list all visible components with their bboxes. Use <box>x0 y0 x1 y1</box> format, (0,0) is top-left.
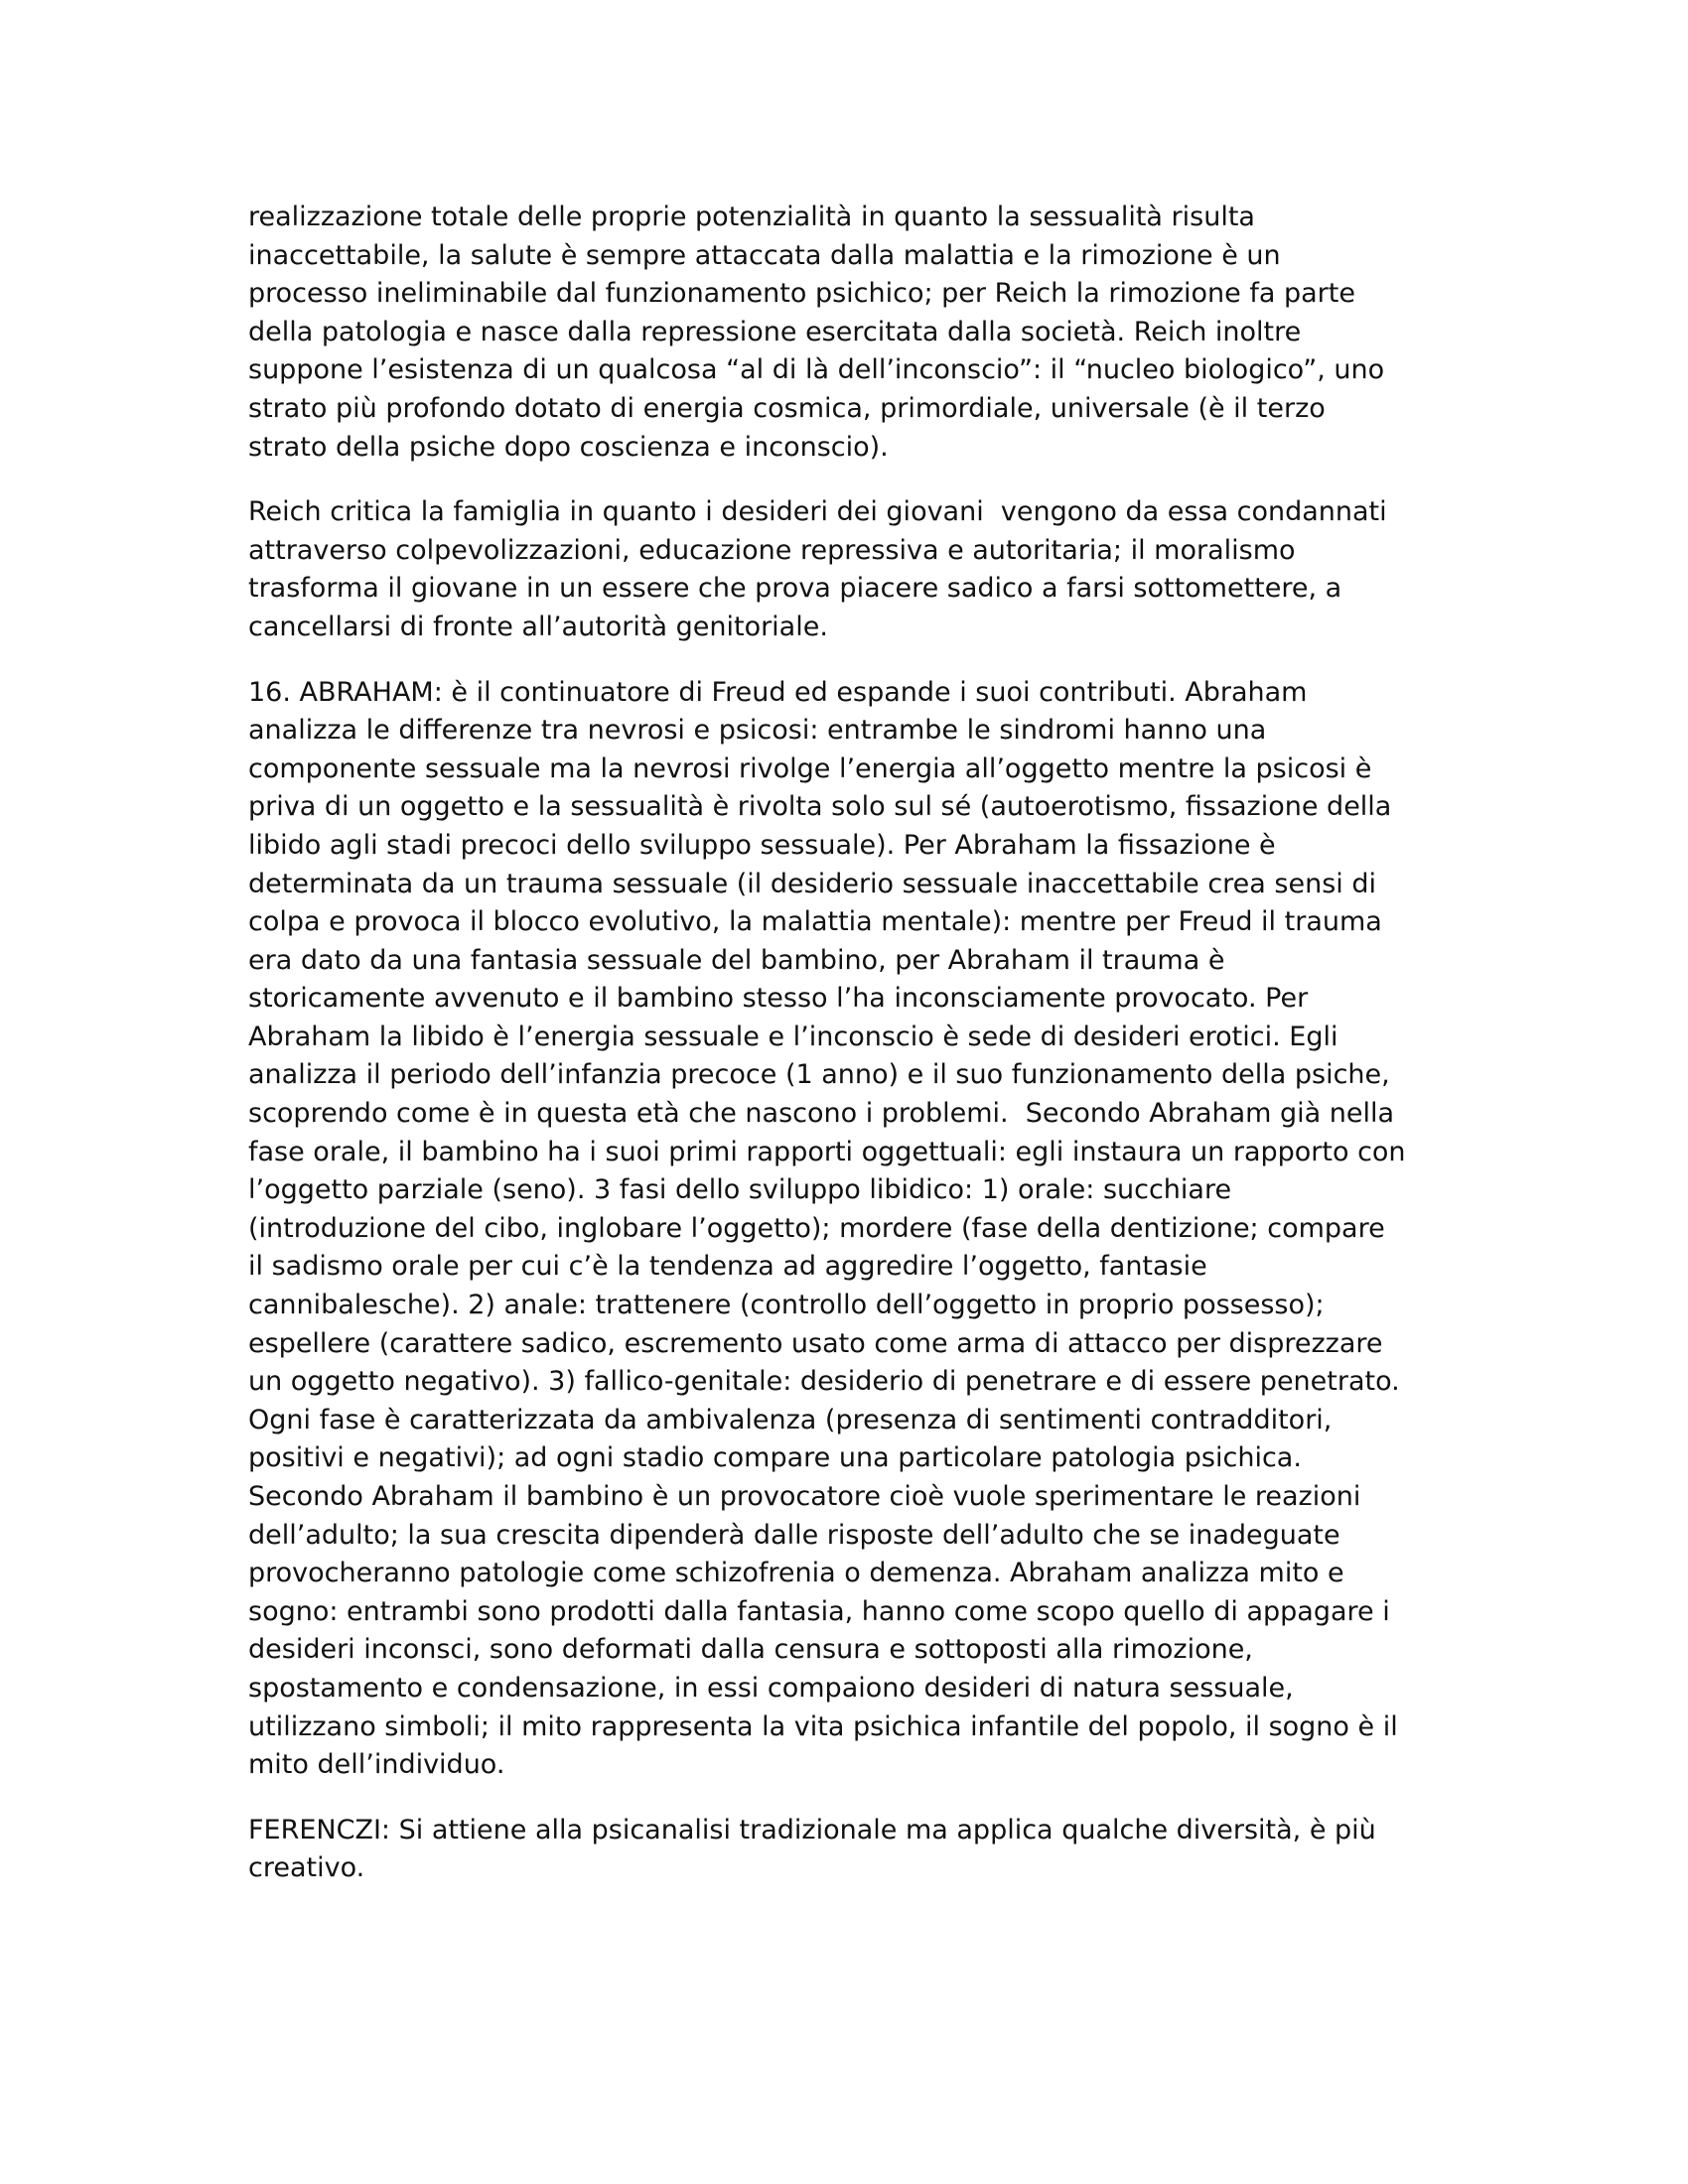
paragraph-reich-famiglia <box>248 493 1440 646</box>
text-line: attraverso colpevolizzazioni, educazione repressiva e autoritaria; il moralismo <box>248 534 1296 566</box>
text-line: spostamento e condensazione, in essi compaiono desideri di natura sessuale, <box>248 1672 1294 1704</box>
text-line: cannibalesche). 2) anale: trattenere (controllo dell’oggetto in proprio possesso); <box>248 1290 1325 1321</box>
text-line: realizzazione totale delle proprie potenzialità in quanto la sessualità risulta <box>248 202 1255 232</box>
text-line: (introduzione del cibo, inglobare l’oggetto); mordere (fase della dentizione; compare <box>248 1212 1385 1244</box>
text-line: strato della psiche dopo coscienza e inconscio). <box>248 431 889 463</box>
text-line: inaccettabile, la salute è sempre attaccata dalla malattia e la rimozione è un <box>248 239 1281 271</box>
text-line: storicamente avvenuto e il bambino stesso l’ha inconsciamente provocato. Per <box>248 983 1309 1015</box>
text-line: strato più profondo dotato di energia cosmica, primordiale, universale (è il terzo <box>248 392 1326 424</box>
text-line: cancellarsi di fronte all’autorità genitoriale. <box>248 611 828 642</box>
text-line: sogno: entrambi sono prodotti dalla fantasia, hanno come scopo quello di appagare i <box>248 1595 1390 1627</box>
text-line: della patologia e nasce dalla repressione esercitata dalla società. Reich inoltre <box>248 316 1302 347</box>
text-line: creativo. <box>248 1852 365 1884</box>
text-line: Reich critica la famiglia in quanto i desideri dei giovani vengono da essa condannati <box>248 496 1387 528</box>
text-line: Abraham la libido è l’energia sessuale e l’inconscio è sede di desideri erotici. Egli <box>248 1021 1338 1052</box>
text-line: analizza il periodo dell’infanzia precoce (1 anno) e il suo funzionamento della psiche, <box>248 1059 1390 1091</box>
text-line: desideri inconsci, sono deformati dalla censura e sottoposti alla rimozione, <box>248 1634 1253 1666</box>
text-line: l’oggetto parziale (seno). 3 fasi dello sviluppo libidico: 1) orale: succhiare <box>248 1174 1232 1206</box>
text-line: dell’adulto; la sua crescita dipenderà dalle risposte dell’adulto che se inadeguate <box>248 1519 1340 1551</box>
text-line: il sadismo orale per cui c’è la tendenza ad aggredire l’oggetto, fantasie <box>248 1251 1207 1283</box>
text-line: trasforma il giovane in un essere che prova piacere sadico a farsi sottomettere, a <box>248 573 1342 605</box>
text-line: FERENCZI: Si attiene alla psicanalisi tradizionale ma applica qualche diversità, è più <box>248 1814 1376 1845</box>
text-line: mito dell’individuo. <box>248 1749 505 1781</box>
paragraph-abraham <box>248 674 1440 1785</box>
paragraph-reich-rimozione <box>248 199 1440 467</box>
text-line: positivi e negativi); ad ogni stadio compare una particolare patologia psichica. <box>248 1442 1302 1474</box>
text-line: era dato da una fantasia sessuale del bambino, per Abraham il trauma è <box>248 944 1225 976</box>
text-line: espellere (carattere sadico, escremento usato come arma di attacco per disprezzare <box>248 1327 1383 1359</box>
text-line: colpa e provoca il blocco evolutivo, la malattia mentale): mentre per Freud il trauma <box>248 906 1382 938</box>
document-body <box>248 199 1440 1915</box>
text-line: componente sessuale ma la nevrosi rivolge l’energia all’oggetto mentre la psicosi è <box>248 752 1372 784</box>
text-line: Ogni fase è caratterizzata da ambivalenza (presenza di sentimenti contradditori, <box>248 1404 1333 1435</box>
text-line: utilizzano simboli; il mito rappresenta la vita psichica infantile del popolo, il sogno è il <box>248 1710 1398 1742</box>
text-line: provocheranno patologie come schizofrenia o demenza. Abraham analizza mito e <box>248 1558 1344 1589</box>
text-line: fase orale, il bambino ha i suoi primi rapporti oggettuali: egli instaura un rapporto con <box>248 1136 1406 1167</box>
text-line: scoprendo come è in questa età che nascono i problemi. Secondo Abraham già nella <box>248 1098 1395 1130</box>
text-line: analizza le differenze tra nevrosi e psicosi: entrambe le sindromi hanno una <box>248 715 1267 747</box>
text-line: 16. ABRAHAM: è il continuatore di Freud ed espande i suoi contributi. Abraham <box>248 676 1308 708</box>
text-line: Secondo Abraham il bambino è un provocatore cioè vuole sperimentare le reazioni <box>248 1481 1361 1512</box>
text-line: libido agli stadi precoci dello sviluppo sessuale). Per Abraham la fissazione è <box>248 829 1276 861</box>
text-line: determinata da un trauma sessuale (il desiderio sessuale inaccettabile crea sensi di <box>248 868 1377 899</box>
text-line: un oggetto negativo). 3) fallico-genitale: desiderio di penetrare e di essere penetrato. <box>248 1366 1400 1398</box>
text-line: processo ineliminabile dal funzionamento psichico; per Reich la rimozione fa parte <box>248 278 1355 310</box>
text-line: priva di un oggetto e la sessualità è rivolta solo sul sé (autoerotismo, fissazione della <box>248 791 1392 823</box>
text-line: suppone l’esistenza di un qualcosa “al di là dell’inconscio”: il “nucleo biologico”, uno <box>248 354 1385 386</box>
paragraph-ferenczi <box>248 1812 1440 1888</box>
